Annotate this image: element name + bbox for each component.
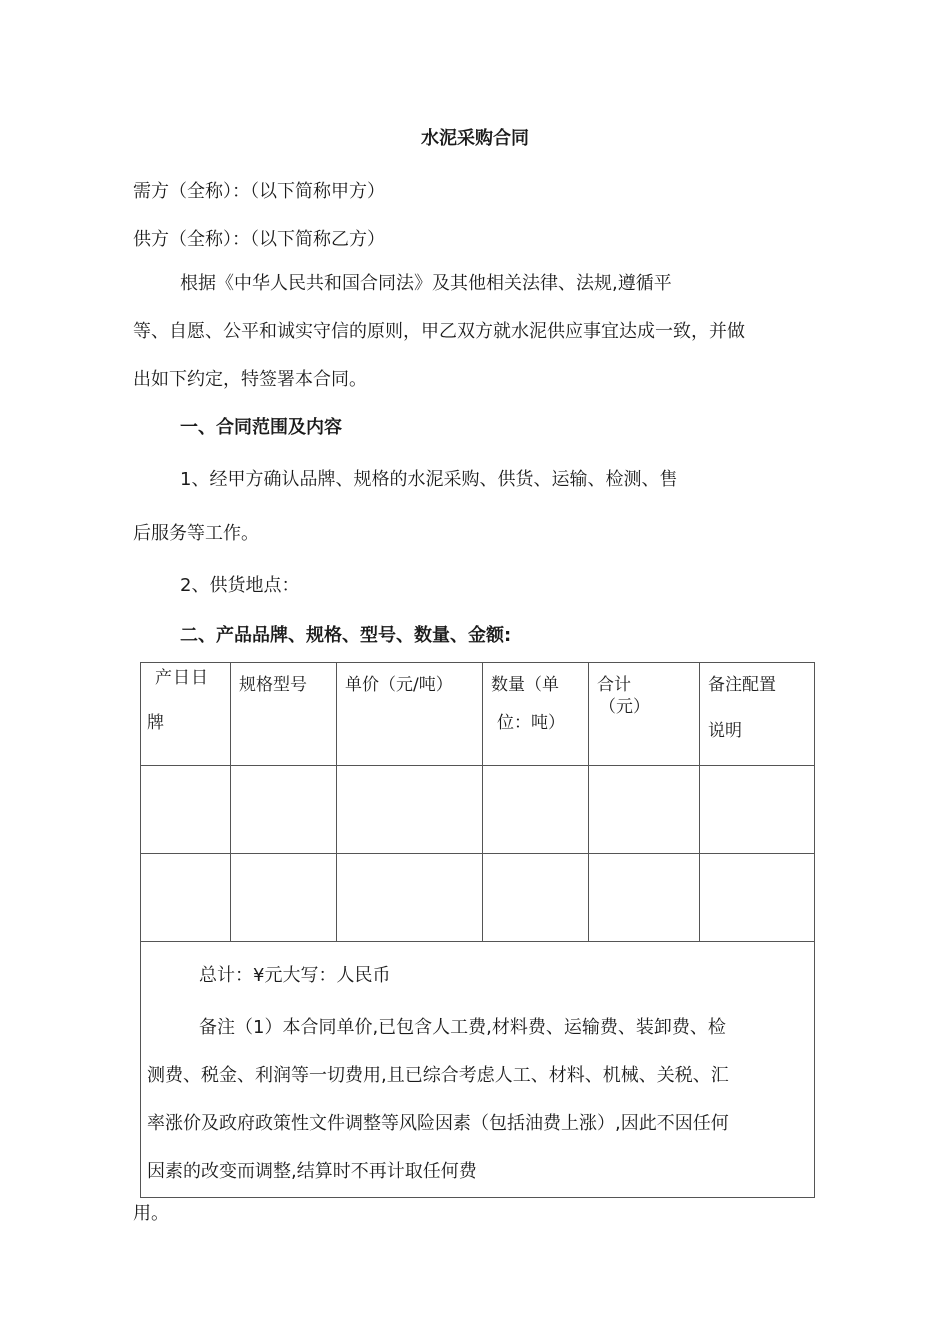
header-price-label: 单价（元/吨） — [345, 675, 453, 695]
header-remark-line-2: 说明 — [708, 721, 742, 741]
note-line-4: 因素的改变而调整,结算时不再计取任何费 — [147, 1161, 477, 1182]
supplier-line: 供方（全称）：（以下简称乙方） — [133, 229, 385, 250]
table-cell — [141, 854, 231, 942]
header-total — [589, 663, 700, 766]
notes-cell — [141, 942, 815, 1198]
table-cell — [700, 854, 815, 942]
header-brand-bottom: 牌 — [147, 713, 164, 733]
header-price — [337, 663, 483, 766]
table-header-row — [141, 663, 815, 766]
document-title: 水泥采购合同 — [421, 128, 529, 149]
table-cell — [589, 854, 700, 942]
note-line-3: 率涨价及政府政策性文件调整等风险因素（包括油费上涨）,因此不因任何 — [147, 1113, 729, 1134]
note-line-1: 备注（1）本合同单价,已包含人工费,材料费、运输费、装卸费、检 — [199, 1017, 726, 1038]
total-line: 总计：¥元大写：人民币 — [199, 965, 391, 986]
header-remark — [700, 663, 815, 766]
table-cell — [589, 766, 700, 854]
header-brand-top: 产日日 — [155, 668, 209, 688]
table-cell — [483, 766, 589, 854]
header-remark-line-1: 备注配置 — [708, 675, 776, 695]
table-row — [141, 766, 815, 854]
table-cell — [231, 854, 337, 942]
item-2-delivery-location: 2、供货地点： — [180, 575, 300, 596]
header-spec-label: 规格型号 — [239, 675, 307, 695]
product-table — [140, 662, 815, 1198]
header-quantity-line-1: 数量（单 — [491, 675, 559, 695]
table-cell — [231, 766, 337, 854]
note-line-2: 测费、税金、利润等一切费用,且已综合考虑人工、材料、机械、关税、汇 — [147, 1065, 729, 1086]
table-cell — [337, 854, 483, 942]
table-cell — [483, 854, 589, 942]
table-cell — [700, 766, 815, 854]
table-row — [141, 854, 815, 942]
trailing-text: 用。 — [133, 1203, 169, 1224]
header-spec — [231, 663, 337, 766]
item-1-line-2: 后服务等工作。 — [133, 523, 259, 544]
item-1-line-1: 1、经甲方确认品牌、规格的水泥采购、供货、运输、检测、售 — [180, 469, 678, 490]
intro-line-3: 出如下约定，特签署本合同。 — [133, 369, 367, 390]
table-cell — [141, 766, 231, 854]
buyer-line: 需方（全称）：（以下简称甲方） — [133, 181, 385, 202]
header-total-line-1: 合计 — [597, 675, 631, 695]
table-notes-row — [141, 942, 815, 1198]
header-quantity — [483, 663, 589, 766]
header-brand — [141, 663, 231, 766]
section-1-heading: 一、合同范围及内容 — [180, 417, 342, 438]
intro-line-2: 等、自愿、公平和诚实守信的原则，甲乙双方就水泥供应事宜达成一致，并做 — [133, 321, 745, 342]
header-total-line-2: （元） — [599, 697, 650, 717]
section-2-heading: 二、产品品牌、规格、型号、数量、金额: — [180, 625, 512, 646]
intro-line-1: 根据《中华人民共和国合同法》及其他相关法律、法规,遵循平 — [180, 273, 672, 294]
header-quantity-line-2: 位：吨） — [497, 713, 565, 733]
table-cell — [337, 766, 483, 854]
